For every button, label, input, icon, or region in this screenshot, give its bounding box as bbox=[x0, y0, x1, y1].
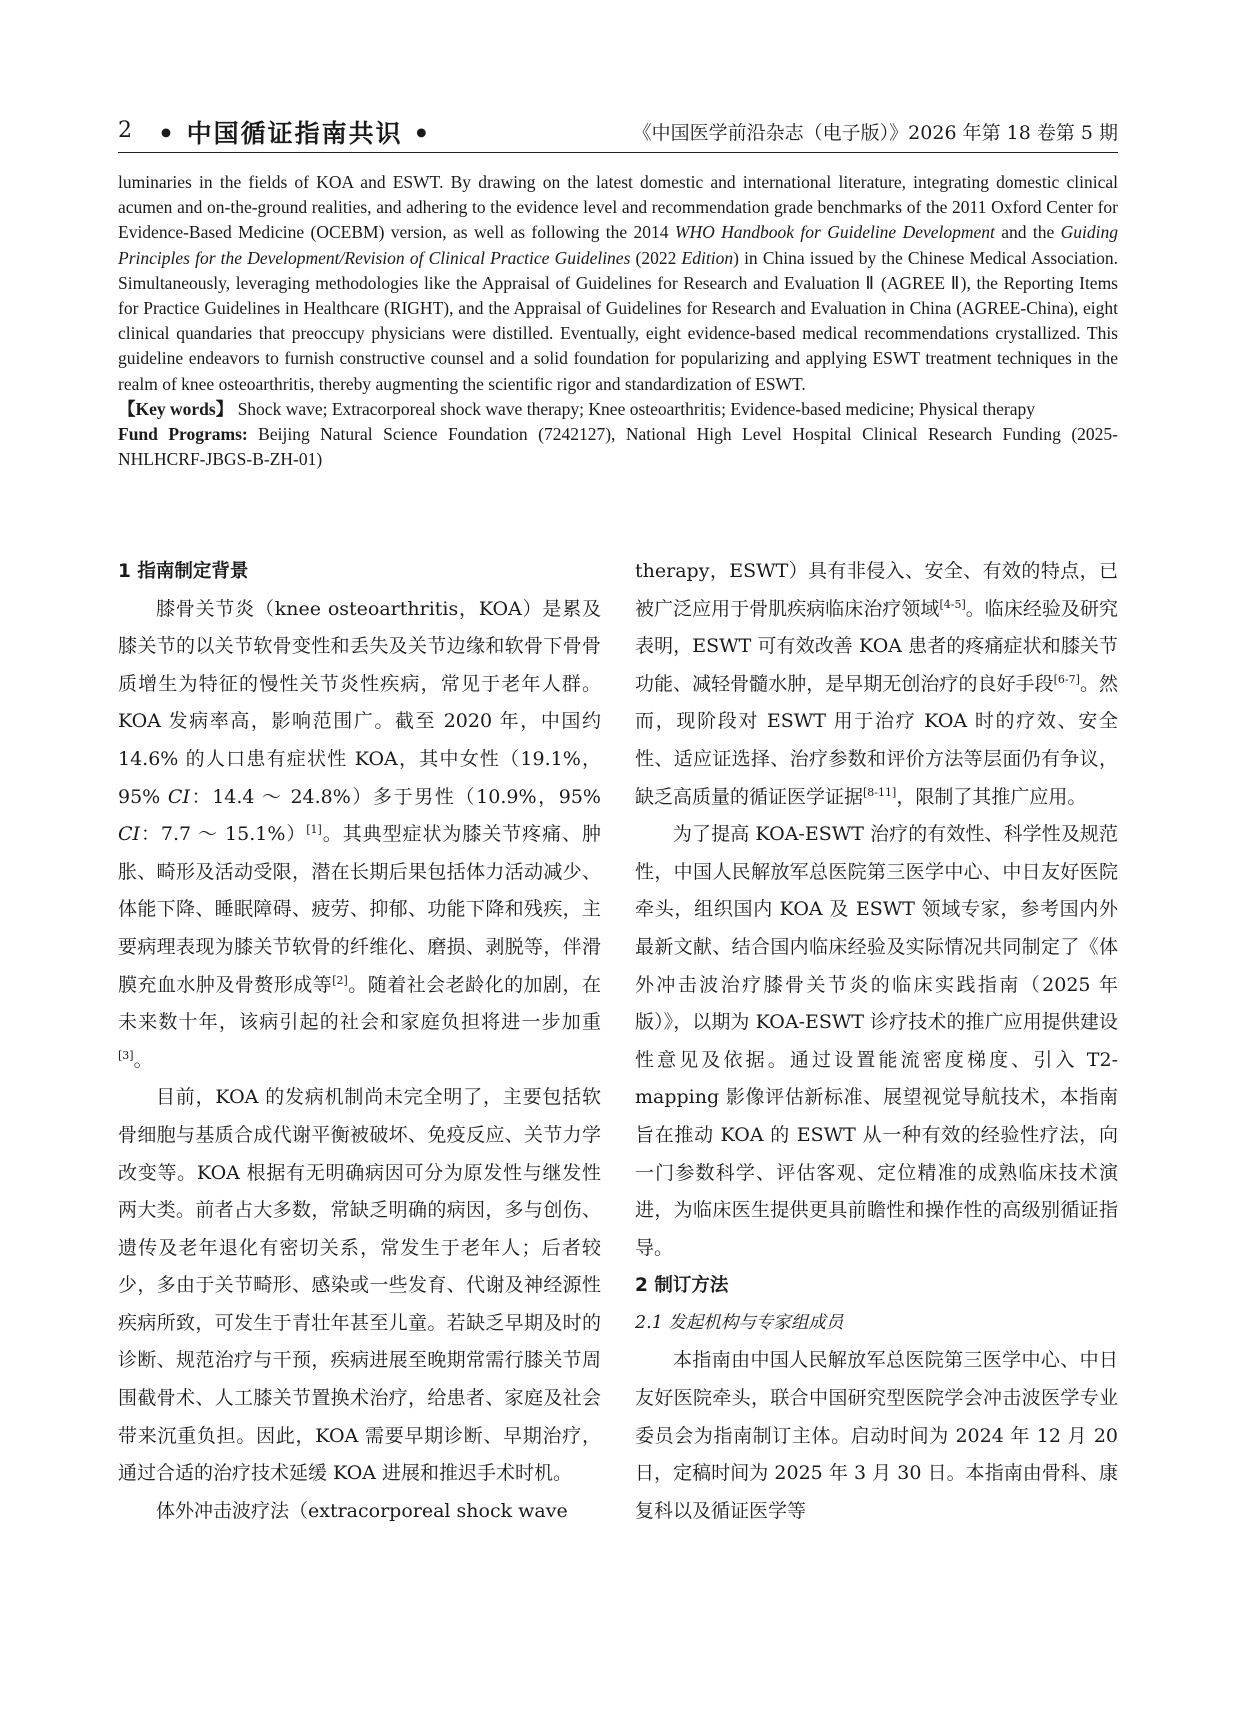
paragraph-text: ：7.7 ～ 15.1%） bbox=[140, 823, 307, 846]
paragraph-text: 。随着社会老龄化的加剧，在未来数十年，该病引起的社会和家庭负担将进一步加重 bbox=[118, 973, 601, 1034]
right-column bbox=[635, 553, 1118, 1530]
abstract-italic-title: Edition bbox=[681, 247, 734, 268]
abstract-italic-title: Guiding Principles for the Development/Revision of Clinical Practice Guidelines bbox=[118, 222, 1119, 268]
paragraph: 目前，KOA 的发病机制尚未完全明了，主要包括软骨细胞与基质合成代谢平衡被破坏、免疫反应、关节力学改变等。KOA 根据有无明确病因可分为原发性与继发性两大类。前者占大多数，常缺乏明确的病因，多与创伤、遗传及老年退化有密切关系，常发生于老年人；后者较少，多由于关节畸形、感染或一些发育、代谢及神经源性疾病所致，可发生于青壮年甚至儿童。若缺乏早期及时的诊断、规范治疗与干预，疾病进展至晚期常需行膝关节周围截骨术、人工膝关节置换术治疗，给患者、家庭及社会带来沉重负担。因此，KOA 需要早期诊断、早期治疗，通过合适的治疗技术延缓 KOA 进展和推迟手术时机。 bbox=[118, 1086, 601, 1485]
paragraph: 为了提高 KOA-ESWT 治疗的有效性、科学性及规范性，中国人民解放军总医院第三医学中心、中日友好医院牵头，组织国内 KOA 及 ESWT 领域专家，参考国内外最新文献、结合国内临床经验及实际情况共同制定了《体外冲击波治疗膝骨关节炎的临床实践指南（2025 年版）》，以期为 KOA-ESWT 诊疗技术的推广应用提供建设性意见及依据。通过设置能流密度梯度、引入 T2-mapping 影像评估新标准、展望视觉导航技术，本指南旨在推动 KOA 的 ESWT 从一种有效的经验性疗法，向一门参数科学、评估客观、定位精准的成熟临床技术演进，为临床医生提供更具前瞻性和操作性的高级别循证指导。 bbox=[635, 823, 1118, 1259]
paragraph: 体外冲击波疗法（extracorporeal shock wave bbox=[156, 1499, 568, 1522]
abstract-text: (2022 bbox=[630, 247, 682, 268]
journal-citation: 《中国医学前沿杂志（电子版）》2026 年第 18 卷第 5 期 bbox=[632, 122, 1118, 144]
citation-ref[interactable]: [3] bbox=[118, 1048, 134, 1062]
fund-row bbox=[118, 422, 1118, 472]
header-rule bbox=[118, 152, 1118, 153]
abstract-italic-title: WHO Handbook for Guideline Development bbox=[674, 222, 995, 243]
section-heading-2: 2 制订方法 bbox=[635, 1275, 729, 1297]
keywords-text: Shock wave; Extracorporeal shock wave therapy; Knee osteoarthritis; Evidence-based medicine; Physical therapy bbox=[233, 398, 1035, 419]
paragraph-text: ，限制了其推广应用。 bbox=[896, 785, 1087, 808]
citation-ref[interactable]: [2] bbox=[332, 973, 348, 987]
fund-label: Fund Programs: bbox=[118, 424, 248, 445]
paragraph-text: therapy，ESWT）具有非侵入、安全、有效的特点，已被广泛应用于骨肌疾病临床治疗领域 bbox=[635, 560, 1118, 620]
paragraph-text: 膝骨关节炎（knee osteoarthritis，KOA）是累及膝关节的以关节软骨变性和丢失及关节边缘和软骨下骨骨质增生为特征的慢性关节炎性疾病，常见于老年人群。KOA 发病率高，影响范围广。截至 2020 年，中国约 14.6% 的人口患有症状性 KOA，其中女性（19.1%，95% bbox=[118, 597, 601, 808]
paragraph-text: 。 bbox=[133, 1048, 153, 1071]
paragraph-text: 。临床经验及研究表明，ESWT 可有效改善 KOA 患者的疼痛症状和膝关节功能、减轻骨髓水肿，是早期无创治疗的良好手段 bbox=[635, 597, 1118, 695]
keywords-label: 【Key words】 bbox=[118, 398, 234, 419]
paragraph bbox=[635, 553, 1118, 816]
fund-text: Beijing Natural Science Foundation (7242127), National High Level Hospital Clinical Research Funding (2025-NHLHCRF-JBGS-B-ZH-01) bbox=[118, 424, 1118, 470]
abstract-text: luminaries in the fields of KOA and ESWT. By drawing on the latest domestic and international literature, integrating domestic clinical acumen and on-the-ground realities, and adhering to the evidence level and recommendation grade benchmarks of the 2011 Oxford Center for Evidence-Based Medicine (OCEBM) version, as well as following the 2014 bbox=[118, 172, 1118, 243]
abstract-english bbox=[118, 170, 1118, 472]
paragraph-text: 。然而，现阶段对 ESWT 用于治疗 KOA 时的疗效、安全性、适应证选择、治疗参数和评价方法等层面仍有争议，缺乏高质量的循证医学证据 bbox=[635, 672, 1118, 808]
citation-ref[interactable]: [8-11] bbox=[863, 785, 897, 799]
citation-ref[interactable]: [4-5] bbox=[939, 597, 966, 611]
section-tag: • 中国循证指南共识 • bbox=[158, 119, 432, 148]
abstract-body bbox=[118, 170, 1118, 397]
section-heading-1: 1 指南制定背景 bbox=[118, 561, 249, 582]
ci-italic: CI bbox=[167, 785, 190, 808]
left-column bbox=[118, 553, 601, 1530]
paragraph-text: 。其典型症状为膝关节疼痛、肿胀、畸形及活动受限，潜在长期后果包括体力活动减少、体能下降、睡眠障碍、疲劳、抑郁、功能下降和残疾，主要病理表现为膝关节软骨的纤维化、磨损、剥脱等，伴滑膜充血水肿及骨赘形成等 bbox=[118, 823, 601, 996]
subsection-heading-2-1: 2.1 发起机构与专家组成员 bbox=[635, 1312, 844, 1333]
abstract-text: and the bbox=[994, 222, 1061, 243]
paragraph bbox=[118, 591, 601, 1080]
abstract-text: ) in China issued by the Chinese Medical Association. Simultaneously, leveraging methodologies like the Appraisal of Guidelines for Research and Evaluation Ⅱ (AGREE Ⅱ), the Reporting Items for Practice Guidelines in Healthcare (RIGHT), and the Appraisal of Guidelines for Research and Evaluation in China (AGREE-China), eight clinical quandaries that preoccupy physicians were distilled. Eventually, eight evidence-based medical recommendations crystallized. This guideline endeavors to furnish constructive counsel and a solid foundation for popularizing and applying ESWT treatment techniques in the realm of knee osteoarthritis, thereby augmenting the scientific rigor and standardization of ESWT. bbox=[118, 247, 1118, 394]
citation-ref[interactable]: [6-7] bbox=[1053, 672, 1080, 686]
ci-italic: CI bbox=[118, 823, 141, 846]
keywords-row bbox=[118, 397, 1118, 422]
page-header bbox=[118, 112, 1118, 152]
citation-ref[interactable]: [1] bbox=[306, 823, 322, 837]
paragraph-text: ：14.4 ～ 24.8%）多于男性（10.9%，95% bbox=[189, 785, 601, 808]
paragraph: 本指南由中国人民解放军总医院第三医学中心、中日友好医院牵头，联合中国研究型医院学会冲击波医学专业委员会为指南制订主体。启动时间为 2024 年 12 月 20 日，定稿时间为 2025 年 3 月 30 日。本指南由骨科、康复科以及循证医学等 bbox=[635, 1349, 1118, 1522]
page-number: 2 bbox=[118, 118, 132, 143]
